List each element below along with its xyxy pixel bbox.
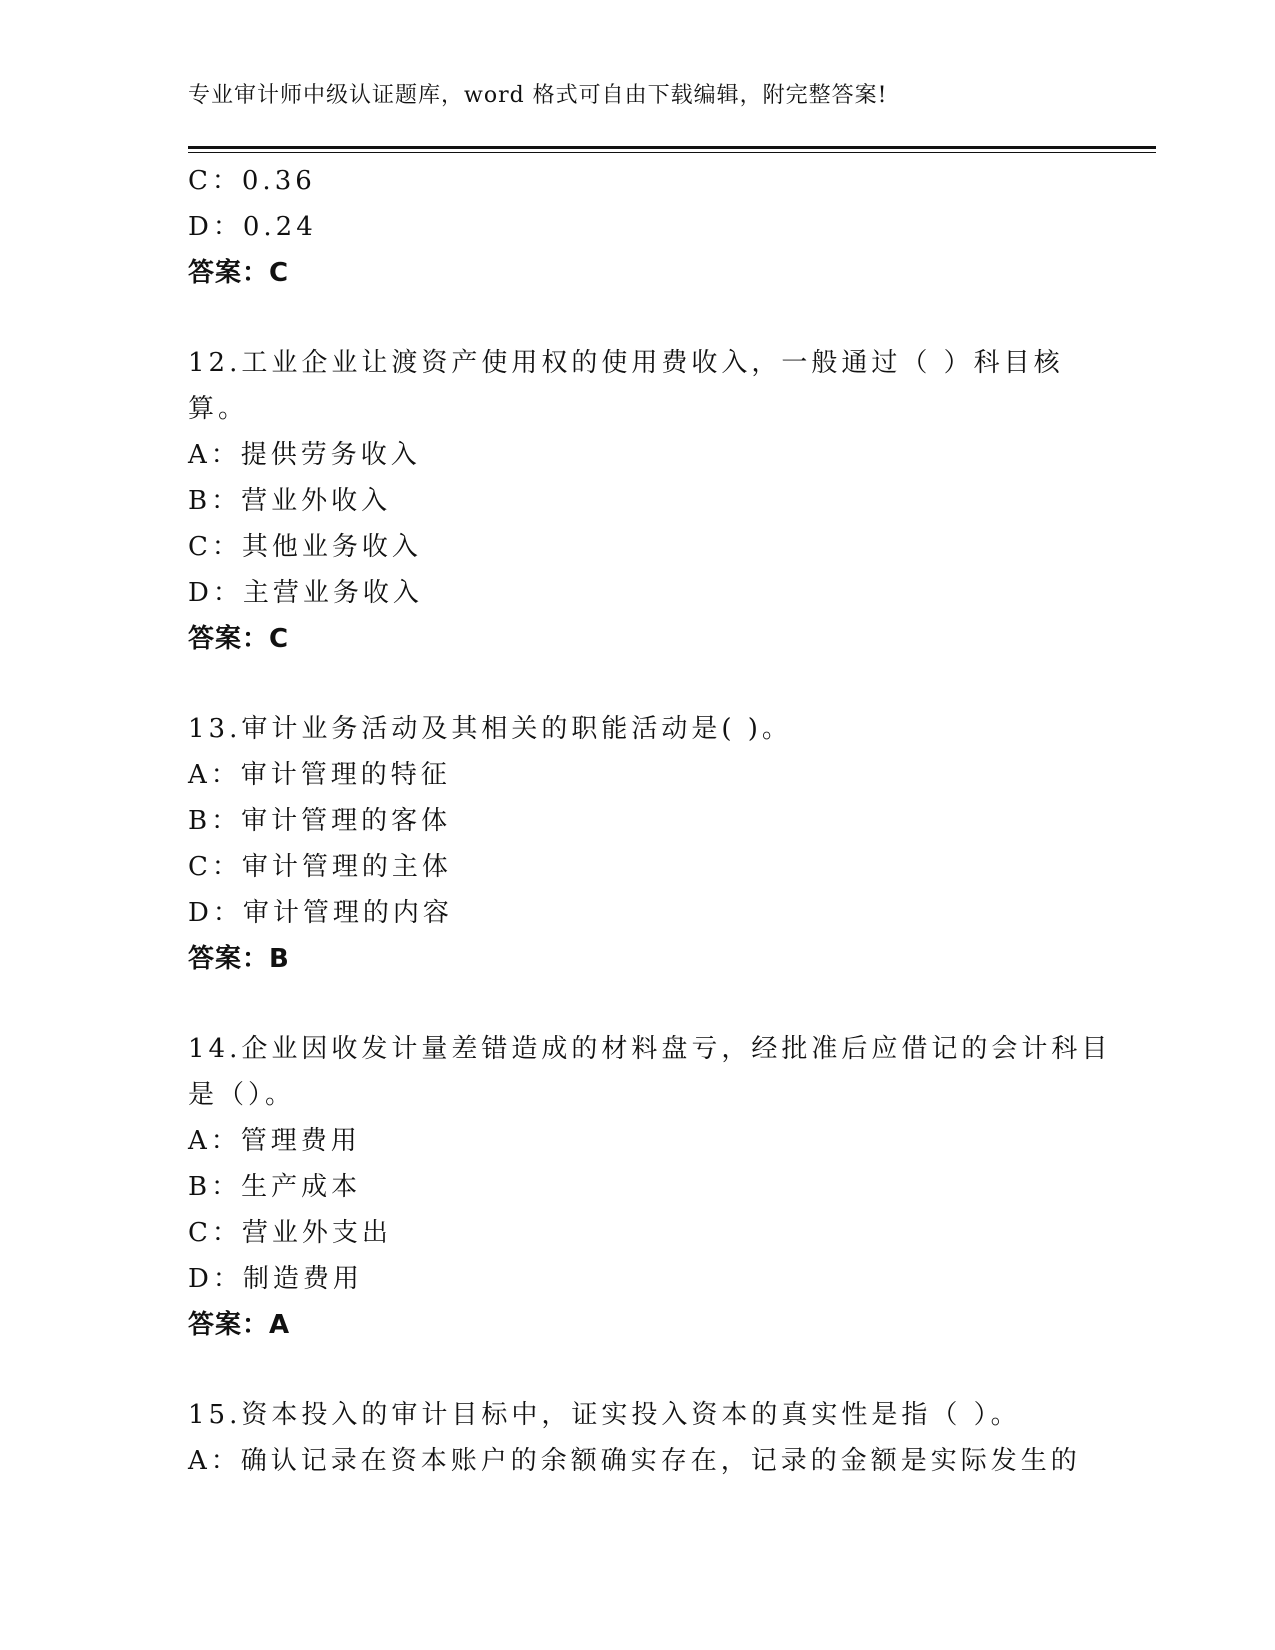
continued-question (188, 158, 1088, 296)
answer-line: 答案：A (188, 1310, 291, 1340)
option-a: A：管理费用 (188, 1126, 361, 1156)
option-d: D：制造费用 (188, 1264, 363, 1294)
option-d: D：审计管理的内容 (188, 898, 453, 928)
question-stem: 14.企业因收发计量差错造成的材料盘亏，经批准后应借记的会计科目 (188, 1034, 1112, 1064)
header-rule-thin (188, 152, 1156, 153)
answer-line: 答案：B (188, 944, 290, 974)
option-c: C：其他业务收入 (188, 532, 422, 562)
answer-line: 答案：C (188, 258, 290, 288)
question-stem: 15.资本投入的审计目标中，证实投入资本的真实性是指（ ）。 (188, 1400, 1021, 1430)
question-15 (188, 1392, 1088, 1484)
option-a: A：提供劳务收入 (188, 440, 421, 470)
option-b: B：营业外收入 (188, 486, 392, 516)
answer-line: 答案：C (188, 624, 290, 654)
question-14 (188, 1026, 1112, 1348)
question-stem: 12.工业企业让渡资产使用权的使用费收入，一般通过（ ）科目核 (188, 348, 1064, 378)
option-a: A：确认记录在资本账户的余额确实存在，记录的金额是实际发生的 (188, 1446, 1081, 1476)
option-a: A：审计管理的特征 (188, 760, 451, 790)
option-c: C：审计管理的主体 (188, 852, 452, 882)
header-rule-thick (188, 146, 1156, 149)
page-header: 专业审计师中级认证题库，word 格式可自由下载编辑，附完整答案! (188, 83, 888, 108)
option-d: D：主营业务收入 (188, 578, 423, 608)
question-stem-continued: 是（）。 (188, 1080, 296, 1110)
question-12 (188, 340, 1088, 662)
question-stem-continued: 算。 (188, 394, 249, 424)
question-content (188, 158, 1112, 1484)
option-c: C：0.36 (188, 166, 316, 196)
question-stem: 13.审计业务活动及其相关的职能活动是( )。 (188, 714, 792, 744)
option-b: B：生产成本 (188, 1172, 362, 1202)
option-c: C：营业外支出 (188, 1218, 392, 1248)
question-13 (188, 706, 1088, 982)
option-b: B：审计管理的客体 (188, 806, 452, 836)
option-d: D：0.24 (188, 212, 317, 242)
